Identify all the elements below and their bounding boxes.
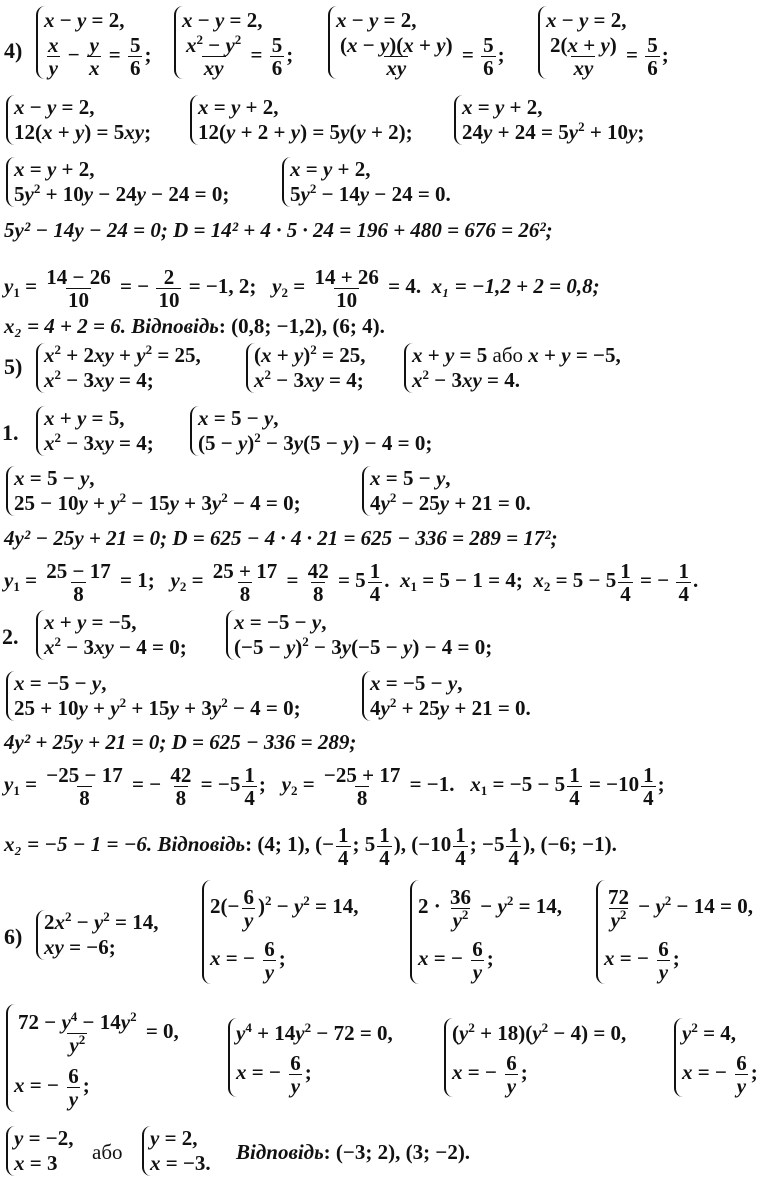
answer-word-5: Відповідь: [157, 832, 246, 856]
system-6h: $y^2 = 4$, x = − $\frac{6}{y}$ ;: [674, 1018, 758, 1097]
system-5b: $(x + y)^2 = 25$, $x^2 - 3xy = 4$;: [246, 343, 366, 393]
system-6a: $2x^2 - y^2 = 14$, xy = −6;: [36, 910, 159, 960]
roots-5b: $y_1$ = $\frac{-25 - 17}{8}$ = − $\frac{42}{8}$ = −5 $\frac{1}{4}$ ; $y_2$ = $\frac{-25 + 17}{8}$ = −1. $x_1 = -5 - 5$ $\frac{1}{4}$ = −10 $\frac{1}{4}$ ;: [4, 762, 665, 810]
system-4i: x = y + 2, $5y^2 - 14y - 24 = 0$.: [282, 157, 451, 207]
system-5f: x = 5 − y, $25 - 10y + y^2 - 15y + 3y^2 - 4 = 0$;: [6, 466, 301, 516]
system-5d: x + y = 5, $x^2 - 3xy = 4$;: [36, 406, 154, 456]
answer-word-6: Відповідь: [236, 1140, 324, 1164]
x1-value-4: x₁ = −1,2 + 2 = 0,8;: [431, 274, 600, 298]
system-4g: x = y + 2, $24y + 24 = 5y^2 + 10y$;: [454, 95, 644, 145]
roots-5a: $y_1$ = $\frac{25 - 17}{8}$ = 1; $y_2$ = $\frac{25 + 17}{8}$ = $\frac{42}{8}$ = 5 $\frac{1}{4}$ . $x_1 = 5 - 1 = 4$; $x_2 = 5 - 5$ $\frac{1}{4}$ = − $\frac{1}{4}$ .: [4, 558, 699, 606]
case-2-label: 2.: [2, 624, 19, 649]
answer-word: Відповідь: [131, 314, 219, 338]
problem-5-label: 5): [4, 354, 23, 379]
system-5j: x = −5 − y, $25 + 10y + y^2 + 15y + 3y^2 - 4 = 0$;: [6, 671, 301, 721]
answer-6: : (−3; 2), (3; −2).: [323, 1140, 471, 1164]
system-5c: x + y = 5 або x + y = −5, $x^2 - 3xy = 4$.: [404, 343, 621, 393]
system-5a: $x^2 + 2xy + y^2 = 25$, $x^2 - 3xy = 4$;: [36, 343, 201, 393]
system-5g: x = 5 − y, $4y^2 - 25y + 21 = 0$.: [362, 466, 531, 516]
system-6d: $\frac{72}{y^2}$ − $y^2 - 14 = 0$, x = − $\frac{6}{y}$ ;: [596, 880, 753, 984]
discriminant-5b: 4y² + 25y + 21 = 0; D = 625 − 336 = 289;: [4, 730, 357, 754]
discriminant-5a: 4y² − 25y + 21 = 0; D = 625 − 4 · 4 · 21 = 625 − 336 = 289 = 17²;: [4, 526, 558, 550]
answer-5-line: x₂ = −5 − 1 = −6. Відповідь: (4; 1), (− $\frac{1}{4}$ ; 5 $\frac{1}{4}$ ), (−10 $\frac{1}{4}$ ; −5 $\frac{1}{4}$ ), (−6; −1).: [4, 822, 617, 870]
x2-value-4: x₂ = 4 + 2 = 6.: [4, 314, 126, 338]
system-4h: x = y + 2, $5y^2 + 10y - 24y - 24 = 0$;: [6, 157, 229, 207]
system-5e: x = 5 − y, $(5 - y)^2 - 3y(5 - y) - 4 = 0$;: [190, 406, 432, 456]
answer-6-line: [236, 1140, 470, 1164]
system-6c: 2 · $\frac{36}{y^2}$ − $y^2 = 14$, x = − $\frac{6}{y}$ ;: [410, 880, 562, 984]
system-4f: x = y + 2, 12(y + 2 + y) = 5y(y + 2);: [190, 95, 413, 145]
system-6i: y = −2, x = 3: [6, 1126, 74, 1176]
system-6b: 2(− $\frac{6}{y}$ )$^2 - y^2 = 14$, x = − $\frac{6}{y}$ ;: [202, 880, 358, 984]
system-6j: y = 2, x = −3.: [142, 1126, 211, 1176]
system-4e: x − y = 2, 12(x + y) = 5xy;: [6, 95, 151, 145]
roots-4: $y_1$ = $\frac{14 - 26}{10}$ = − $\frac{2}{10}$ = −1, 2; $y_2$ = $\frac{14 + 26}{10}$ = 4. x₁ = −1,2 + 2 = 0,8;: [4, 264, 600, 312]
system-6e: $\frac{72 - y^4 - 14y^2}{y^2}$ = 0, x = − $\frac{6}{y}$ ;: [6, 1004, 179, 1112]
system-6g: $(y^2 + 18)(y^2 - 4) = 0$, x = − $\frac{6}{y}$ ;: [444, 1018, 626, 1097]
system-4b: x − y = 2, $\frac{x^2 - y^2}{xy}$ = $\frac{5}{6}$ ;: [174, 6, 293, 79]
x2-value-5: x₂ = −5 − 1 = −6.: [4, 832, 153, 856]
problem-6-label: 6): [4, 924, 23, 949]
system-5k: x = −5 − y, $4y^2 + 25y + 21 = 0$.: [362, 671, 531, 721]
discriminant-4: 5y² − 14y − 24 = 0; D = 14² + 4 · 5 · 24 = 196 + 480 = 676 = 26²;: [4, 218, 553, 242]
case-1-label: 1.: [2, 420, 19, 445]
answer-4: : (0,8; −1,2), (6; 4).: [218, 314, 385, 338]
system-4d: x − y = 2, $\frac{2(x + y)}{xy}$ = $\frac{5}{6}$ ;: [538, 6, 669, 79]
answer-4-line: [4, 314, 385, 338]
system-5h: x + y = −5, $x^2 - 3xy - 4 = 0$;: [36, 610, 187, 660]
or-word: або: [492, 343, 524, 367]
system-6f: $y^4 + 14y^2 - 72 = 0$, x = − $\frac{6}{y}$ ;: [228, 1018, 393, 1097]
problem-4-label: 4): [4, 38, 23, 63]
system-4c: x − y = 2, $\frac{(x - y)(x + y)}{xy}$ = $\frac{5}{6}$ ;: [328, 6, 505, 79]
or-word-6: або: [92, 1140, 123, 1164]
system-5i: x = −5 − y, $(-5 - y)^2 - 3y(-5 - y) - 4 = 0$;: [226, 610, 492, 660]
system-4a: x − y = 2, $\frac{x}{y}$ − $\frac{y}{x}$ = $\frac{5}{6}$ ;: [36, 6, 151, 79]
answer-5-tail: (−6; −1).: [540, 832, 617, 856]
